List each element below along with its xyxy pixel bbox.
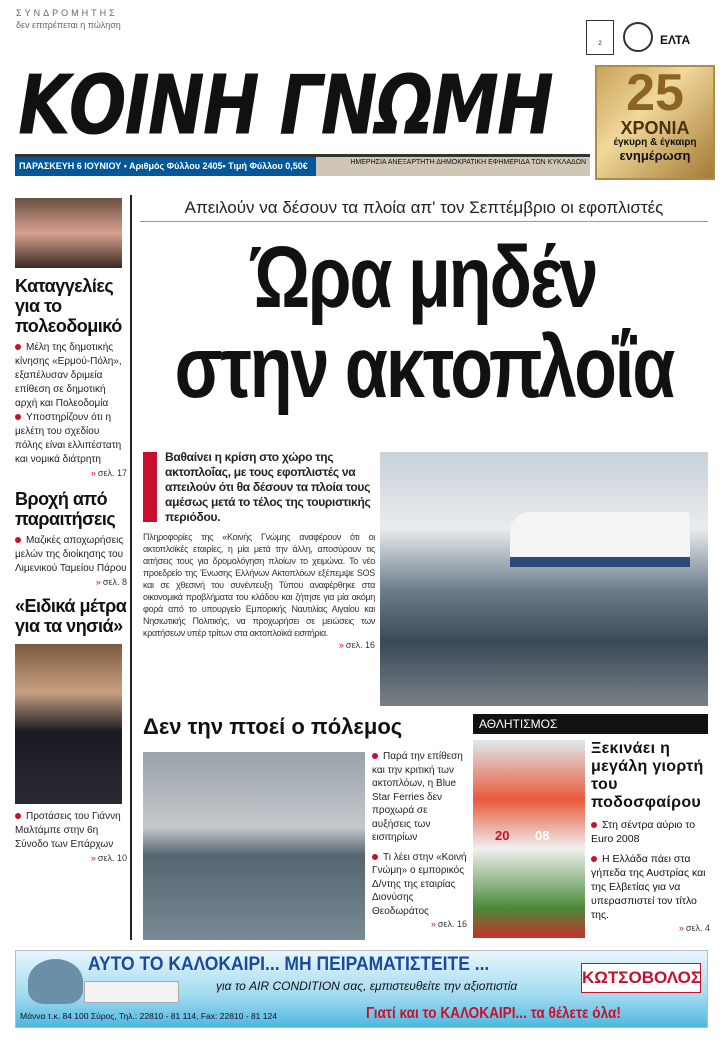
not-for-sale-label: δεν επιτρέπεται η πώληση — [16, 20, 121, 30]
badge-slogan: έγκυρη & έγκαιρη — [613, 137, 697, 148]
bullet-icon — [591, 856, 597, 862]
badge-number: 25 — [626, 64, 684, 122]
arrow-icon: » — [678, 923, 684, 933]
sports-section-header: ΑΘΛΗΤΙΣΜΟΣ — [473, 714, 708, 734]
bullet-icon — [372, 854, 378, 860]
page-ref: σελ. 10 — [97, 853, 127, 863]
jersey-number: 08 — [535, 828, 550, 843]
bullet-icon — [15, 344, 21, 350]
headline-line-1: Ώρα μηδέν — [251, 228, 597, 326]
dolphin-image — [28, 959, 83, 1004]
page-ref: σελ. 4 — [685, 923, 710, 933]
sidebar — [15, 198, 127, 864]
arrow-icon: » — [430, 919, 436, 929]
bullet-icon — [372, 753, 378, 759]
main-ref[interactable] — [143, 639, 375, 651]
bullet-icon — [15, 414, 21, 420]
port-photo — [143, 752, 365, 940]
info-bar — [15, 157, 590, 176]
elta-logo: ΕΛΤΑ — [660, 33, 691, 47]
masthead-title: ΚΟΙΝΗ ΓΝΩΜΗ — [18, 59, 552, 155]
ferry-photo — [380, 452, 708, 706]
sidebar-story-3-title[interactable]: «Ειδικά μέτρα για τα νησιά» — [15, 596, 127, 636]
meeting-photo — [15, 198, 122, 268]
story-title: Βροχή από παραιτήσεις — [15, 489, 116, 529]
advertisement-banner[interactable] — [15, 950, 708, 1028]
bullet-text: Μαζικές αποχωρήσεις μελών της διοίκησης του Λιμενικού Ταμείου Πάρου — [15, 535, 127, 574]
bullet-icon — [15, 537, 21, 543]
seal-logo — [623, 22, 653, 52]
bullet-text: Μέλη της δημοτικής κίνησης «Ερμού-Πόλη», εξαπέλυσαν δριμεία επίθεση σε δημοτική αρχή και Πολεοδομία — [15, 342, 122, 409]
column-divider — [130, 195, 132, 940]
page-ref: σελ. 16 — [345, 640, 375, 650]
bullet-text: Στη σέντρα αύριο το Euro 2008 — [591, 819, 696, 845]
sidebar-story-3 — [15, 810, 127, 864]
mascots-photo — [473, 740, 585, 938]
bullet-text: Τι λέει στην «Κοινή Γνώμη» ο εμπορικός Δ/ντης της εταιρίας Διονύσης Θεοδωράτος — [372, 851, 467, 917]
badge-years: ΧΡΟΝΙΑ — [620, 118, 690, 138]
main-story — [143, 450, 375, 651]
issue-info: ΠΑΡΑΣΚΕΥΗ 6 ΙΟΥΝΙΟΥ • Αριθμός Φύλλου 2405• Τιμή Φύλλου 0,50€ — [15, 157, 316, 176]
arrow-icon: » — [338, 640, 344, 650]
politician-photo — [15, 644, 122, 804]
arrow-icon: » — [90, 468, 96, 478]
arrow-icon: » — [95, 577, 101, 587]
kicker: Απειλούν να δέσουν τα πλοία απ' τον Σεπτέμβριο οι εφοπλιστές — [140, 198, 708, 222]
postage-logo: 2 — [586, 20, 614, 55]
anniversary-badge — [595, 65, 715, 180]
jersey-number: 20 — [495, 828, 510, 843]
headline-line-2: στην ακτοπλοΐα — [174, 318, 674, 416]
ad-contact: Μάννα τ.κ. 84 100 Σύρος, Τηλ.: 22810 - 81 114, Fax: 22810 - 81 124 — [20, 1011, 277, 1021]
tagline: ΗΜΕΡΗΣΙΑ ΑΝΕΞΑΡΤΗΤΗ ΔΗΜΟΚΡΑΤΙΚΗ ΕΦΗΜΕΡΙΔΑ ΤΩΝ ΚΥΚΛΑΔΩΝ — [316, 157, 590, 176]
ad-slogan: Γιατί και το ΚΑΛΟΚΑΙΡΙ... τα θέλετε όλα! — [366, 1005, 621, 1022]
ad-subline: για το AIR CONDITION σας, εμπιστευθείτε την αξιοπιστία — [216, 979, 518, 993]
page-ref: σελ. 17 — [97, 468, 127, 478]
second-story-title[interactable]: Δεν την πτοεί ο πόλεμος — [143, 714, 403, 739]
subscriber-label: ΣΥΝΔΡΟΜΗΤΗΣ — [16, 8, 118, 18]
sports-story[interactable] — [591, 740, 710, 934]
bullet-icon — [15, 813, 21, 819]
bullet-icon — [591, 822, 597, 828]
bullet-text: Παρά την επίθεση και την κριτική των ακτοπλόων, η Blue Star Ferries δεν προχωρά σε αυξήσεις των εισιτηρίων — [372, 751, 463, 843]
headline[interactable] — [140, 228, 708, 416]
sidebar-story-1[interactable] — [15, 276, 127, 479]
sports-title: Ξεκινάει η μεγάλη γιορτή του ποδοσφαίρου — [591, 740, 704, 811]
story-title: Καταγγελίες για το πολεοδομικό — [15, 276, 122, 336]
bullet-text: Υποστηρίζουν ότι η μελέτη του σχεδίου πόλης είναι ελλιπέστατη και νομικά διάτρητη — [15, 412, 122, 465]
arrow-icon: » — [90, 853, 96, 863]
sidebar-story-2[interactable] — [15, 489, 127, 588]
second-story-bullets — [372, 750, 467, 930]
bullet-text: Η Ελλάδα πάει στα γήπεδα της Αυστρίας και της Ελβετίας για να υπερασπιστεί τον τίτλο της. — [591, 853, 706, 921]
badge-slogan-2: ενημέρωση — [619, 148, 691, 163]
ad-brand: ΚΩΤΣΟΒΟΛΟΣ — [581, 963, 701, 993]
ferry-ship — [510, 512, 690, 567]
page-ref: σελ. 8 — [102, 577, 127, 587]
lead-text: Βαθαίνει η κρίση στο χώρο της ακτοπλοΐας, με τους εφοπλιστές να απειλούν ότι θα δέσουν τα πλοία τους αμέσως μετά το τέλος της τουριστικής περιόδου. — [165, 450, 371, 524]
body-text: Πληροφορίες της «Κοινής Γνώμης αναφέρουν ότι οι ακτοπλοϊκές εταιρίες, η μία μετά την άλλη, αποσύρουν τις αιτήσεις τους για δρομολόγηση πλοίων το χειμώνα. Το νέο προεδρείο της Ένωσης Ελλήνων Ακτοπλόων εξέπεμψε SOS και σε χθεσινή του συνέντευξη Τύπου αναφέρθηκε στα οικονομικά προβλήματα του κλάδου και ζήτησε για μία ακόμη φορά από το υπουργείο Εμπορικής Ναυτιλίας Αιγαίου και Νησιωτικής Πολιτικής, να προχωρήσει σε μειώσεις των κρατήσεων υπέρ τρίτων στα ακτοπλοϊκά εισιτήρια. — [143, 532, 375, 638]
air-conditioner-image — [84, 981, 179, 1003]
page-ref: σελ. 16 — [437, 919, 467, 929]
ad-headline: ΑΥΤΟ ΤΟ ΚΑΛΟΚΑΙΡΙ... ΜΗ ΠΕΙΡΑΜΑΤΙΣΤΕΙΤΕ ... — [88, 954, 490, 975]
bullet-text: Προτάσεις του Γιάννη Μαλτάμπε στην 6η Σύνοδο των Επάρχων — [15, 811, 121, 850]
